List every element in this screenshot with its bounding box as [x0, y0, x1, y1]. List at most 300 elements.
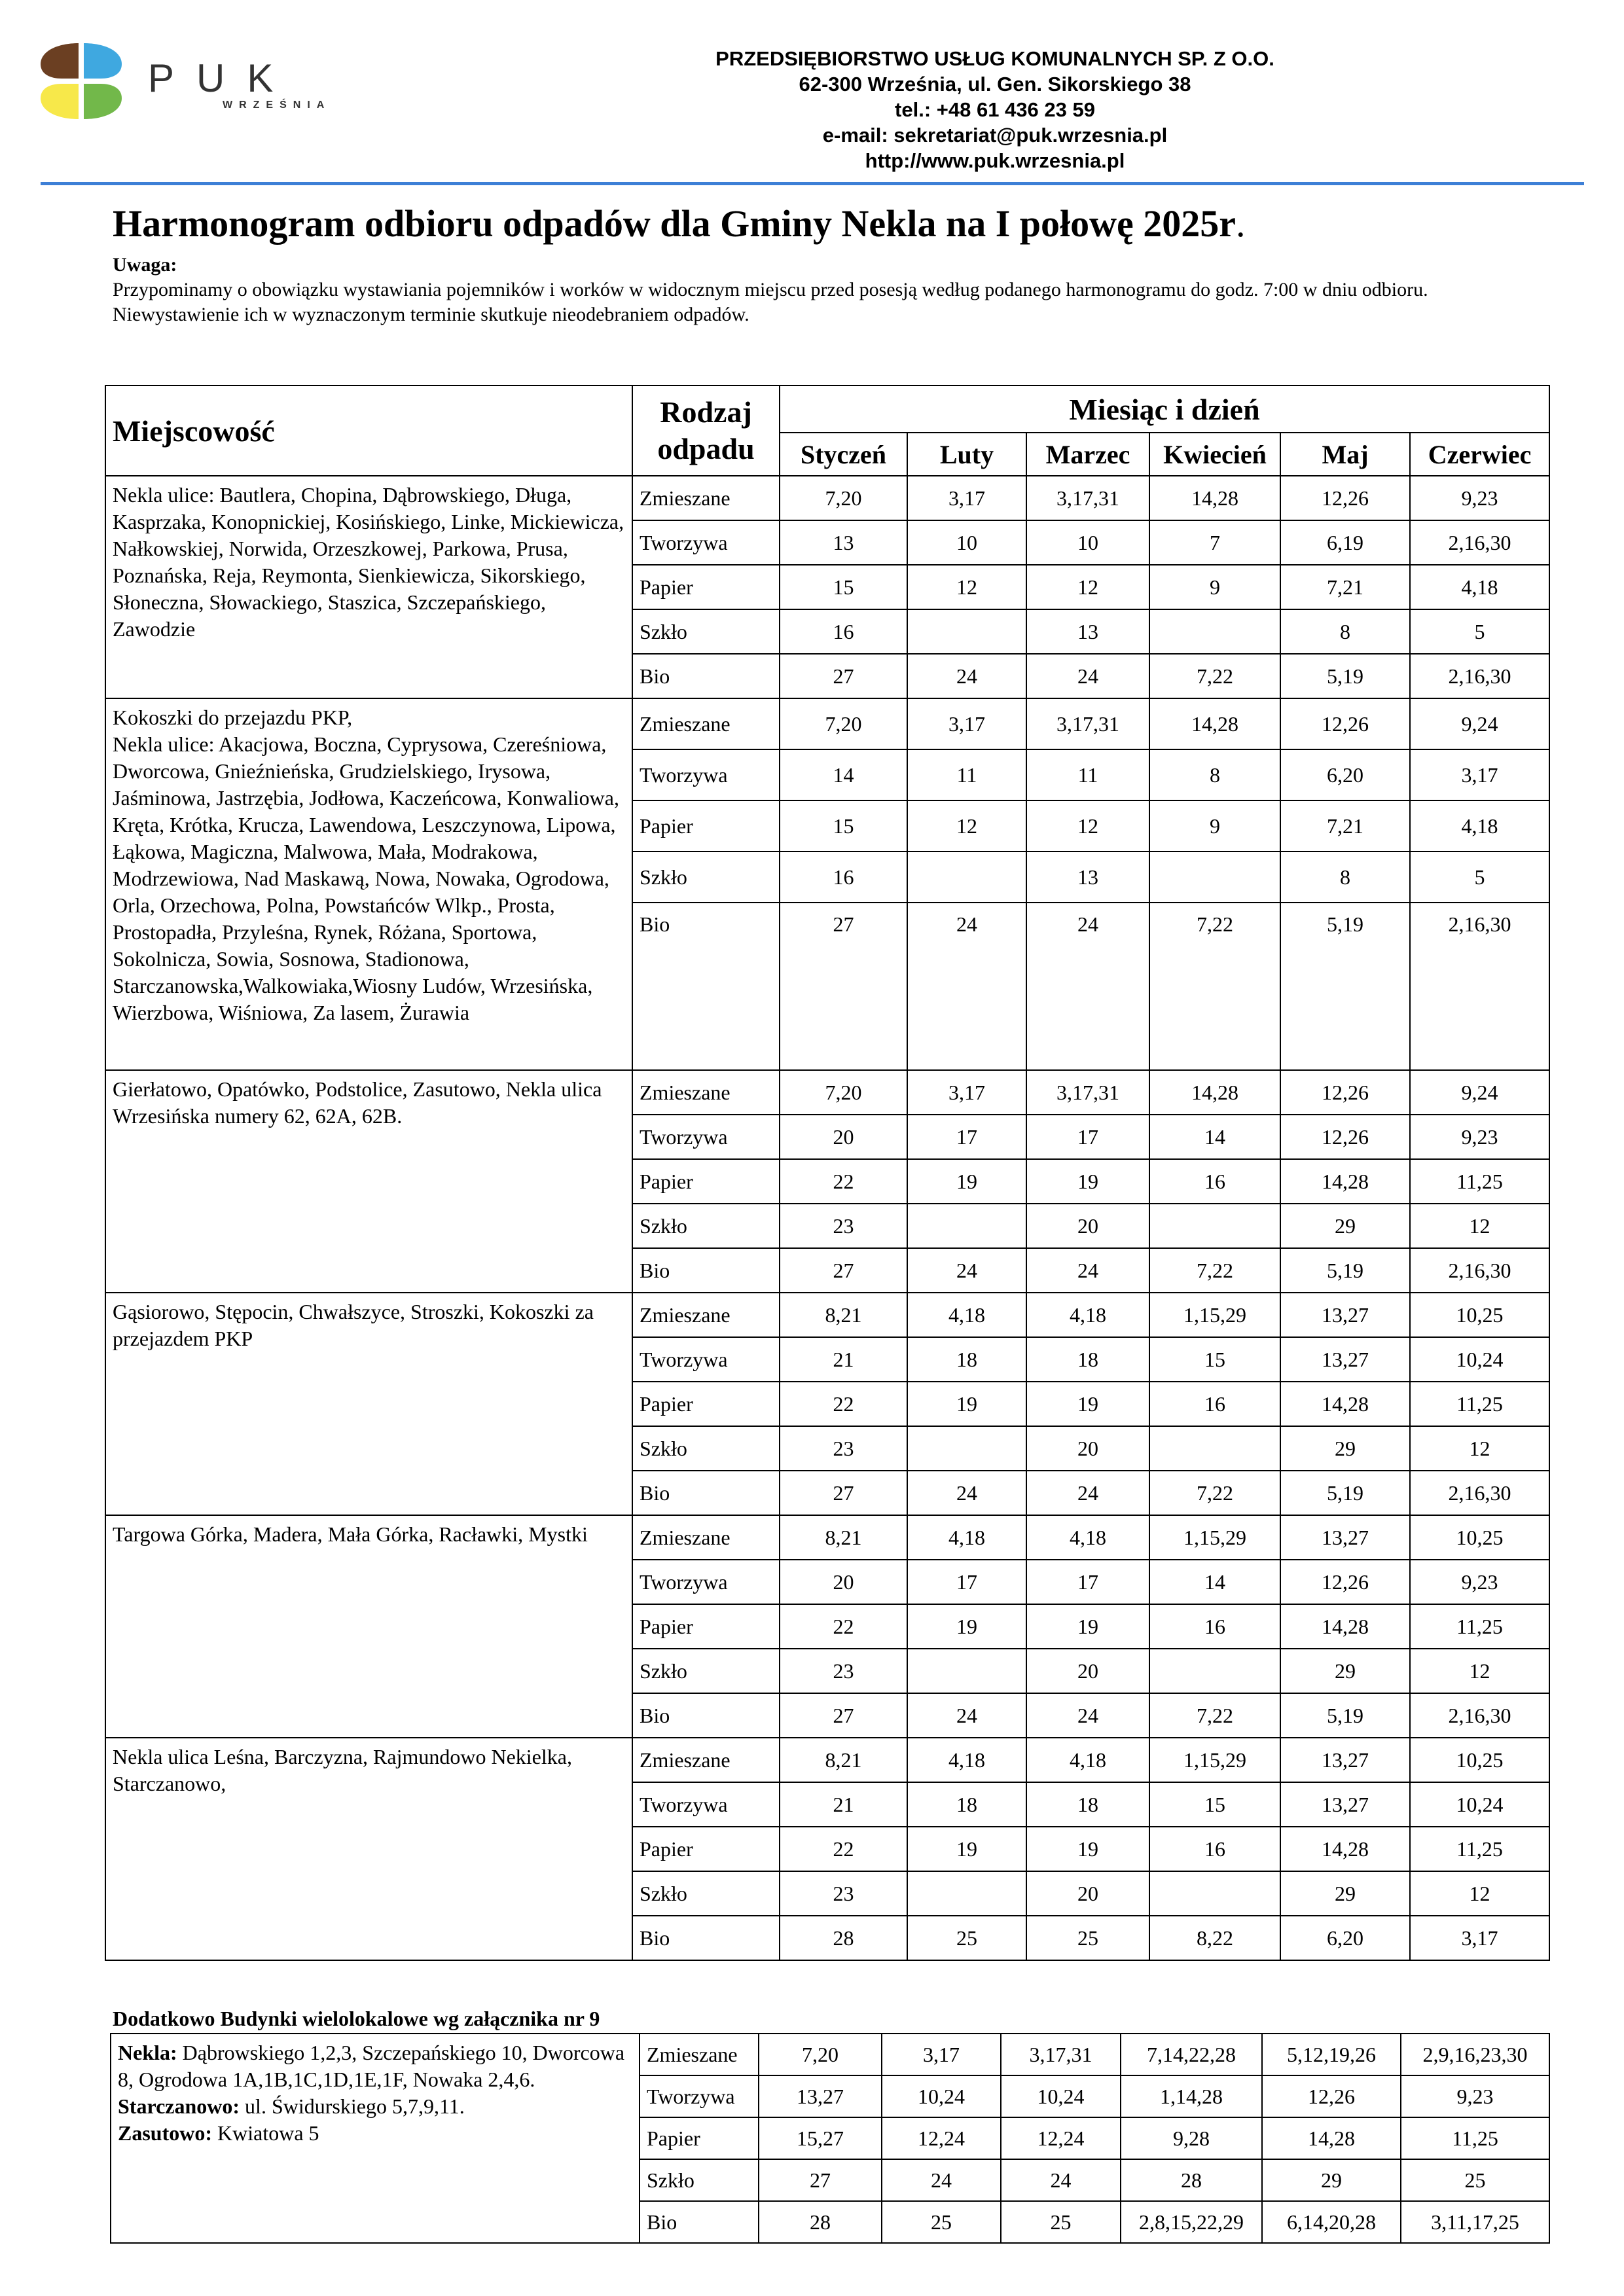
table-row	[105, 698, 1549, 749]
pickup-days-cell: 12	[1410, 1649, 1549, 1693]
waste-type-cell: Szkło	[632, 609, 780, 654]
waste-type-cell: Szkło	[632, 852, 780, 903]
page-title	[113, 202, 1246, 245]
pickup-days-cell: 1,15,29	[1149, 1738, 1280, 1782]
extra-location-label: Nekla:	[118, 2041, 177, 2064]
pickup-days-cell: 24	[907, 903, 1026, 1070]
pickup-days-cell: 14,28	[1280, 1159, 1410, 1204]
waste-type-cell: Papier	[632, 1604, 780, 1649]
pickup-days-cell: 20	[1026, 1649, 1149, 1693]
location-cell: Nekla ulica Leśna, Barczyzna, Rajmundowo Nekielka, Starczanowo,	[105, 1738, 632, 1960]
waste-type-cell: Tworzywa	[640, 2075, 759, 2117]
pickup-days-cell: 13	[1026, 852, 1149, 903]
pickup-days-cell: 12	[1026, 565, 1149, 609]
pickup-days-cell: 8,21	[780, 1738, 907, 1782]
pickup-days-cell: 18	[907, 1782, 1026, 1827]
pickup-days-cell: 19	[907, 1382, 1026, 1426]
waste-type-cell: Zmieszane	[632, 1293, 780, 1337]
pickup-days-cell: 19	[907, 1159, 1026, 1204]
header-month-jan: Styczeń	[780, 433, 907, 476]
header-month-mar: Marzec	[1026, 433, 1149, 476]
pickup-days-cell: 24	[1026, 903, 1149, 1070]
pickup-days-cell: 8,22	[1149, 1916, 1280, 1960]
pickup-days-cell: 25	[907, 1916, 1026, 1960]
pickup-days-cell: 19	[1026, 1604, 1149, 1649]
pickup-days-cell: 27	[759, 2159, 882, 2201]
company-address: 62-300 Września, ul. Gen. Sikorskiego 38	[799, 73, 1191, 96]
pickup-days-cell: 10,24	[1001, 2075, 1121, 2117]
pickup-days-cell	[1149, 609, 1280, 654]
pickup-days-cell: 4,18	[1026, 1515, 1149, 1560]
pickup-days-cell: 2,16,30	[1410, 1471, 1549, 1515]
pickup-days-cell: 22	[780, 1159, 907, 1204]
pickup-days-cell: 9,24	[1410, 1070, 1549, 1115]
pickup-days-cell: 4,18	[907, 1293, 1026, 1337]
header-waste-type: Rodzaj odpadu	[632, 386, 780, 476]
header-month-apr: Kwiecień	[1149, 433, 1280, 476]
puk-logo	[38, 38, 378, 123]
pickup-days-cell: 19	[1026, 1159, 1149, 1204]
company-info	[471, 46, 1519, 173]
pickup-days-cell: 3,17,31	[1026, 698, 1149, 749]
pickup-days-cell: 7,20	[780, 476, 907, 520]
pickup-days-cell: 4,18	[1026, 1293, 1149, 1337]
pickup-days-cell: 15	[1149, 1337, 1280, 1382]
waste-type-cell: Papier	[632, 1382, 780, 1426]
pickup-days-cell: 7,22	[1149, 1248, 1280, 1293]
pickup-days-cell: 3,17	[907, 698, 1026, 749]
pickup-days-cell: 3,17,31	[1001, 2034, 1121, 2075]
pickup-days-cell: 12,26	[1280, 1115, 1410, 1159]
pickup-days-cell: 9	[1149, 565, 1280, 609]
pickup-days-cell: 29	[1280, 1871, 1410, 1916]
extra-location-label: Starczanowo:	[118, 2094, 240, 2118]
extra-location-text: ul. Świdurskiego 5,7,9,11.	[240, 2094, 465, 2118]
location-cell: Kokoszki do przejazdu PKP, Nekla ulice: Akacjowa, Boczna, Cyprysowa, Czereśniowa, Dworcowa, Gnieźnieńska, Grudzielskiego, Irysowa, Jaśminowa, Jastrzębia, Jodłowa, Kaczeńcowa, Konwaliowa, Kręta, Krótka, Krucza, Lawendowa, Leszczynowa, Lipowa, Łąkowa, Magiczna, Malwowa, Mała, Modrakowa, Modrzewiowa, Nad Maskawą, Nowa, Nowaka, Ogrodowa, Orla, Orzechowa, Polna, Powstańców Wlkp., Prosta, Prostopadła, Przyleśna, Rynek, Różana, Sportowa, Sokolnicza, Sowia, Sosnowa, Stadionowa, Starczanowska,Walkowiaka,Wiosny Ludów, Wrzesińska, Wierzbowa, Wiśniowa, Za lasem, Żurawia	[105, 698, 632, 1070]
pickup-days-cell: 17	[907, 1560, 1026, 1604]
pickup-days-cell	[1149, 1204, 1280, 1248]
extra-location-part	[118, 2093, 635, 2120]
pickup-days-cell: 11,25	[1410, 1604, 1549, 1649]
pickup-days-cell: 3,17,31	[1026, 476, 1149, 520]
pickup-days-cell: 5	[1410, 852, 1549, 903]
pickup-days-cell: 11,25	[1410, 1159, 1549, 1204]
pickup-days-cell: 22	[780, 1604, 907, 1649]
pickup-days-cell: 7,14,22,28	[1121, 2034, 1262, 2075]
pickup-days-cell: 11	[907, 749, 1026, 800]
pickup-days-cell: 15	[780, 565, 907, 609]
pickup-days-cell: 17	[1026, 1560, 1149, 1604]
waste-type-cell: Szkło	[640, 2159, 759, 2201]
header-month-jun: Czerwiec	[1410, 433, 1549, 476]
pickup-days-cell: 27	[780, 903, 907, 1070]
pickup-days-cell: 18	[1026, 1782, 1149, 1827]
pickup-days-cell: 28	[759, 2201, 882, 2243]
pickup-days-cell: 3,17	[907, 1070, 1026, 1115]
pickup-days-cell: 24	[907, 1248, 1026, 1293]
pickup-days-cell: 7	[1149, 520, 1280, 565]
extra-location-text: Dąbrowskiego 1,2,3, Szczepańskiego 10, Dworcowa 8, Ogrodowa 1A,1B,1C,1D,1E,1F, Nowaka 2,4,6.	[118, 2041, 625, 2091]
waste-type-cell: Papier	[632, 1159, 780, 1204]
pickup-days-cell: 4,18	[907, 1738, 1026, 1782]
pickup-days-cell: 24	[1026, 1693, 1149, 1738]
pickup-days-cell	[907, 1426, 1026, 1471]
pickup-days-cell: 14	[1149, 1115, 1280, 1159]
pickup-days-cell: 2,16,30	[1410, 1693, 1549, 1738]
table-row	[105, 1738, 1549, 1782]
pickup-days-cell: 10,25	[1410, 1293, 1549, 1337]
pickup-days-cell: 11,25	[1410, 1827, 1549, 1871]
pickup-days-cell: 15	[780, 800, 907, 852]
pickup-days-cell: 20	[780, 1115, 907, 1159]
pickup-days-cell: 27	[780, 654, 907, 698]
pickup-days-cell: 1,15,29	[1149, 1515, 1280, 1560]
pickup-days-cell: 29	[1280, 1204, 1410, 1248]
logo-text: PUK	[148, 56, 296, 100]
pickup-days-cell: 23	[780, 1871, 907, 1916]
company-name: PRZEDSIĘBIORSTWO USŁUG KOMUNALNYCH SP. Z O.O.	[715, 47, 1274, 70]
pickup-days-cell: 29	[1280, 1649, 1410, 1693]
waste-type-cell: Zmieszane	[632, 1070, 780, 1115]
pickup-days-cell: 18	[1026, 1337, 1149, 1382]
pickup-days-cell: 2,16,30	[1410, 520, 1549, 565]
pickup-days-cell: 25	[1401, 2159, 1549, 2201]
header-month-day: Miesiąc i dzień	[780, 386, 1549, 433]
pickup-days-cell: 2,16,30	[1410, 1248, 1549, 1293]
pickup-days-cell: 7,22	[1149, 903, 1280, 1070]
waste-type-cell: Papier	[632, 1827, 780, 1871]
notice-line-2: Niewystawienie ich w wyznaczonym terminie skutkuje nieodebraniem odpadów.	[113, 304, 749, 325]
pickup-days-cell: 24	[1026, 654, 1149, 698]
pickup-days-cell	[1149, 1871, 1280, 1916]
pickup-days-cell: 6,20	[1280, 749, 1410, 800]
pickup-days-cell: 19	[1026, 1382, 1149, 1426]
pickup-days-cell: 11,25	[1401, 2117, 1549, 2159]
logo-leaf-blue	[84, 43, 122, 79]
pickup-days-cell: 7,20	[759, 2034, 882, 2075]
waste-type-cell: Szkło	[632, 1649, 780, 1693]
pickup-days-cell: 9,23	[1410, 1560, 1549, 1604]
header-month-feb: Luty	[907, 433, 1026, 476]
pickup-days-cell: 20	[1026, 1871, 1149, 1916]
pickup-days-cell: 6,19	[1280, 520, 1410, 565]
pickup-days-cell: 9,23	[1410, 476, 1549, 520]
pickup-days-cell: 14,28	[1280, 1827, 1410, 1871]
location-cell: Targowa Górka, Madera, Mała Górka, Racławki, Mystki	[105, 1515, 632, 1738]
pickup-days-cell: 18	[907, 1337, 1026, 1382]
pickup-days-cell: 24	[882, 2159, 1001, 2201]
pickup-days-cell: 7,20	[780, 1070, 907, 1115]
logo-leaf-green	[84, 84, 122, 119]
pickup-days-cell: 14,28	[1262, 2117, 1401, 2159]
pickup-days-cell: 8	[1149, 749, 1280, 800]
pickup-days-cell: 29	[1280, 1426, 1410, 1471]
pickup-days-cell: 4,18	[1026, 1738, 1149, 1782]
pickup-days-cell: 9	[1149, 800, 1280, 852]
waste-type-cell: Bio	[632, 1693, 780, 1738]
pickup-days-cell: 9,23	[1401, 2075, 1549, 2117]
pickup-days-cell: 2,16,30	[1410, 903, 1549, 1070]
header-month-may: Maj	[1280, 433, 1410, 476]
company-phone: tel.: +48 61 436 23 59	[895, 98, 1095, 121]
waste-type-cell: Zmieszane	[632, 476, 780, 520]
pickup-days-cell: 27	[780, 1248, 907, 1293]
pickup-days-cell: 13,27	[1280, 1515, 1410, 1560]
pickup-days-cell: 15	[1149, 1782, 1280, 1827]
schedule-table	[105, 385, 1550, 1961]
pickup-days-cell: 5,12,19,26	[1262, 2034, 1401, 2075]
notice-label: Uwaga:	[113, 254, 177, 276]
pickup-days-cell: 3,17	[1410, 1916, 1549, 1960]
pickup-days-cell: 24	[907, 1693, 1026, 1738]
pickup-days-cell: 25	[1026, 1916, 1149, 1960]
location-cell: Gierłatowo, Opatówko, Podstolice, Zasutowo, Nekla ulica Wrzesińska numery 62, 62A, 62B.	[105, 1070, 632, 1293]
pickup-days-cell: 12	[1026, 800, 1149, 852]
pickup-days-cell: 1,14,28	[1121, 2075, 1262, 2117]
pickup-days-cell: 6,20	[1280, 1916, 1410, 1960]
page-title-period: .	[1236, 202, 1246, 245]
pickup-days-cell: 27	[780, 1471, 907, 1515]
pickup-days-cell: 16	[1149, 1827, 1280, 1871]
pickup-days-cell: 12,26	[1280, 476, 1410, 520]
pickup-days-cell: 12	[907, 800, 1026, 852]
pickup-days-cell	[907, 1871, 1026, 1916]
pickup-days-cell: 20	[1026, 1426, 1149, 1471]
pickup-days-cell	[907, 852, 1026, 903]
pickup-days-cell: 16	[1149, 1604, 1280, 1649]
waste-type-cell: Bio	[632, 1916, 780, 1960]
puk-logo-graphic	[38, 38, 378, 123]
extra-section-title: Dodatkowo Budynki wielolokalowe wg załącznika nr 9	[113, 2007, 600, 2030]
pickup-days-cell: 14,28	[1149, 476, 1280, 520]
waste-type-cell: Tworzywa	[632, 749, 780, 800]
pickup-days-cell: 28	[780, 1916, 907, 1960]
pickup-days-cell: 8,21	[780, 1515, 907, 1560]
pickup-days-cell: 15,27	[759, 2117, 882, 2159]
waste-type-cell: Zmieszane	[632, 1515, 780, 1560]
pickup-days-cell: 8	[1280, 609, 1410, 654]
pickup-days-cell: 12,26	[1280, 1560, 1410, 1604]
pickup-days-cell: 3,17	[1410, 749, 1549, 800]
pickup-days-cell: 14	[780, 749, 907, 800]
pickup-days-cell: 2,8,15,22,29	[1121, 2201, 1262, 2243]
pickup-days-cell: 12,24	[1001, 2117, 1121, 2159]
pickup-days-cell: 5,19	[1280, 1471, 1410, 1515]
waste-type-cell: Papier	[632, 565, 780, 609]
pickup-days-cell: 13,27	[759, 2075, 882, 2117]
company-website[interactable]: http://www.puk.wrzesnia.pl	[865, 149, 1125, 172]
extra-location-label: Zasutowo:	[118, 2121, 213, 2145]
pickup-days-cell: 5,19	[1280, 1248, 1410, 1293]
table-row	[105, 1070, 1549, 1115]
extra-location-text: Kwiatowa 5	[212, 2121, 319, 2145]
pickup-days-cell: 24	[1001, 2159, 1121, 2201]
pickup-days-cell: 16	[1149, 1159, 1280, 1204]
pickup-days-cell	[1149, 852, 1280, 903]
company-email[interactable]: e-mail: sekretariat@puk.wrzesnia.pl	[822, 124, 1168, 147]
pickup-days-cell: 9,23	[1410, 1115, 1549, 1159]
pickup-days-cell: 10,24	[882, 2075, 1001, 2117]
pickup-days-cell: 7,21	[1280, 565, 1410, 609]
pickup-days-cell: 1,15,29	[1149, 1293, 1280, 1337]
waste-type-cell: Tworzywa	[632, 1560, 780, 1604]
pickup-days-cell: 9,28	[1121, 2117, 1262, 2159]
pickup-days-cell: 8	[1280, 852, 1410, 903]
pickup-days-cell: 20	[1026, 1204, 1149, 1248]
pickup-days-cell: 14,28	[1149, 1070, 1280, 1115]
table-row	[105, 1515, 1549, 1560]
waste-type-cell: Szkło	[632, 1426, 780, 1471]
pickup-days-cell: 21	[780, 1337, 907, 1382]
pickup-days-cell: 13	[780, 520, 907, 565]
pickup-days-cell: 17	[907, 1115, 1026, 1159]
pickup-days-cell: 23	[780, 1426, 907, 1471]
pickup-days-cell: 12,24	[882, 2117, 1001, 2159]
pickup-days-cell: 4,18	[1410, 800, 1549, 852]
pickup-days-cell: 13,27	[1280, 1337, 1410, 1382]
waste-type-cell: Zmieszane	[632, 698, 780, 749]
pickup-days-cell: 4,18	[907, 1515, 1026, 1560]
table-row	[111, 2034, 1549, 2075]
pickup-days-cell: 12,26	[1262, 2075, 1401, 2117]
pickup-days-cell: 11	[1026, 749, 1149, 800]
pickup-days-cell: 11,25	[1410, 1382, 1549, 1426]
waste-type-cell: Tworzywa	[632, 520, 780, 565]
pickup-days-cell: 10,25	[1410, 1738, 1549, 1782]
pickup-days-cell: 21	[780, 1782, 907, 1827]
waste-type-cell: Bio	[632, 1248, 780, 1293]
waste-type-cell: Tworzywa	[632, 1782, 780, 1827]
pickup-days-cell: 14,28	[1149, 698, 1280, 749]
notice	[113, 253, 1540, 327]
pickup-days-cell: 10	[1026, 520, 1149, 565]
pickup-days-cell: 17	[1026, 1115, 1149, 1159]
pickup-days-cell: 5,19	[1280, 903, 1410, 1070]
pickup-days-cell: 28	[1121, 2159, 1262, 2201]
page-title-text: Harmonogram odbioru odpadów dla Gminy Nekla na I połowę 2025r	[113, 202, 1236, 245]
waste-type-cell: Papier	[640, 2117, 759, 2159]
pickup-days-cell: 24	[907, 654, 1026, 698]
pickup-days-cell: 12	[1410, 1871, 1549, 1916]
pickup-days-cell: 13	[1026, 609, 1149, 654]
pickup-days-cell: 10,24	[1410, 1782, 1549, 1827]
pickup-days-cell: 23	[780, 1649, 907, 1693]
location-cell: Nekla ulice: Bautlera, Chopina, Dąbrowskiego, Długa, Kasprzaka, Konopnickiej, Kosińskiego, Linke, Mickiewicza, Nałkowskiej, Norwida, Orzeszkowej, Parkowa, Prusa, Poznańska, Reja, Reymonta, Sienkiewicza, Sikorskiego, Słoneczna, Słowackiego, Staszica, Szczepańskiego, Zawodzie	[105, 476, 632, 698]
pickup-days-cell: 6,14,20,28	[1262, 2201, 1401, 2243]
pickup-days-cell: 16	[780, 609, 907, 654]
pickup-days-cell: 13,27	[1280, 1738, 1410, 1782]
pickup-days-cell: 3,17,31	[1026, 1070, 1149, 1115]
waste-type-cell: Papier	[632, 800, 780, 852]
logo-leaf-brown	[41, 43, 79, 79]
pickup-days-cell: 9,24	[1410, 698, 1549, 749]
header-location: Miejscowość	[105, 386, 632, 476]
pickup-days-cell: 19	[1026, 1827, 1149, 1871]
pickup-days-cell: 22	[780, 1382, 907, 1426]
pickup-days-cell	[907, 1649, 1026, 1693]
pickup-days-cell: 10,24	[1410, 1337, 1549, 1382]
pickup-days-cell: 19	[907, 1827, 1026, 1871]
pickup-days-cell: 13,27	[1280, 1782, 1410, 1827]
pickup-days-cell: 7,21	[1280, 800, 1410, 852]
table-row	[105, 476, 1549, 520]
pickup-days-cell: 14,28	[1280, 1604, 1410, 1649]
pickup-days-cell: 24	[1026, 1248, 1149, 1293]
extra-location-part	[118, 2120, 635, 2147]
waste-type-cell: Zmieszane	[640, 2034, 759, 2075]
pickup-days-cell: 13,27	[1280, 1293, 1410, 1337]
pickup-days-cell: 23	[780, 1204, 907, 1248]
pickup-days-cell: 16	[1149, 1382, 1280, 1426]
waste-type-cell: Bio	[640, 2201, 759, 2243]
header-divider	[41, 182, 1584, 185]
logo-leaf-yellow	[41, 84, 79, 119]
pickup-days-cell: 25	[882, 2201, 1001, 2243]
pickup-days-cell: 14	[1149, 1560, 1280, 1604]
pickup-days-cell: 16	[780, 852, 907, 903]
waste-type-cell: Tworzywa	[632, 1337, 780, 1382]
pickup-days-cell: 12	[907, 565, 1026, 609]
pickup-days-cell: 25	[1001, 2201, 1121, 2243]
pickup-days-cell: 3,17	[907, 476, 1026, 520]
pickup-days-cell: 5	[1410, 609, 1549, 654]
pickup-days-cell: 7,22	[1149, 654, 1280, 698]
pickup-days-cell: 22	[780, 1827, 907, 1871]
pickup-days-cell	[907, 609, 1026, 654]
pickup-days-cell	[1149, 1426, 1280, 1471]
pickup-days-cell: 3,17	[882, 2034, 1001, 2075]
pickup-days-cell: 2,16,30	[1410, 654, 1549, 698]
pickup-days-cell: 7,22	[1149, 1693, 1280, 1738]
pickup-days-cell: 5,19	[1280, 654, 1410, 698]
pickup-days-cell: 14,28	[1280, 1382, 1410, 1426]
pickup-days-cell: 10,25	[1410, 1515, 1549, 1560]
pickup-days-cell: 5,19	[1280, 1693, 1410, 1738]
pickup-days-cell: 4,18	[1410, 565, 1549, 609]
waste-type-cell: Zmieszane	[632, 1738, 780, 1782]
pickup-days-cell: 24	[1026, 1471, 1149, 1515]
extra-location-part	[118, 2039, 635, 2093]
waste-type-cell: Tworzywa	[632, 1115, 780, 1159]
location-cell: Gąsiorowo, Stępocin, Chwałszyce, Stroszki, Kokoszki za przejazdem PKP	[105, 1293, 632, 1515]
pickup-days-cell: 7,22	[1149, 1471, 1280, 1515]
pickup-days-cell	[1149, 1649, 1280, 1693]
pickup-days-cell: 27	[780, 1693, 907, 1738]
waste-type-cell: Bio	[632, 1471, 780, 1515]
pickup-days-cell: 7,20	[780, 698, 907, 749]
pickup-days-cell: 12	[1410, 1426, 1549, 1471]
pickup-days-cell: 8,21	[780, 1293, 907, 1337]
notice-line-1: Przypominamy o obowiązku wystawiania pojemników i worków w widocznym miejscu przed posesją według podanego harmonogramu do godz. 7:00 w dniu odbioru.	[113, 279, 1428, 300]
pickup-days-cell: 2,9,16,23,30	[1401, 2034, 1549, 2075]
pickup-days-cell: 19	[907, 1604, 1026, 1649]
pickup-days-cell: 20	[780, 1560, 907, 1604]
waste-type-cell: Szkło	[632, 1204, 780, 1248]
pickup-days-cell: 3,11,17,25	[1401, 2201, 1549, 2243]
pickup-days-cell: 10	[907, 520, 1026, 565]
logo-subtext: WRZEŚNIA	[223, 99, 331, 111]
table-row	[105, 1293, 1549, 1337]
extra-location-cell	[111, 2034, 640, 2243]
pickup-days-cell: 24	[907, 1471, 1026, 1515]
pickup-days-cell: 12,26	[1280, 698, 1410, 749]
pickup-days-cell: 29	[1262, 2159, 1401, 2201]
pickup-days-cell	[907, 1204, 1026, 1248]
waste-type-cell: Bio	[632, 903, 780, 1070]
waste-type-cell: Szkło	[632, 1871, 780, 1916]
waste-type-cell: Bio	[632, 654, 780, 698]
pickup-days-cell: 12,26	[1280, 1070, 1410, 1115]
